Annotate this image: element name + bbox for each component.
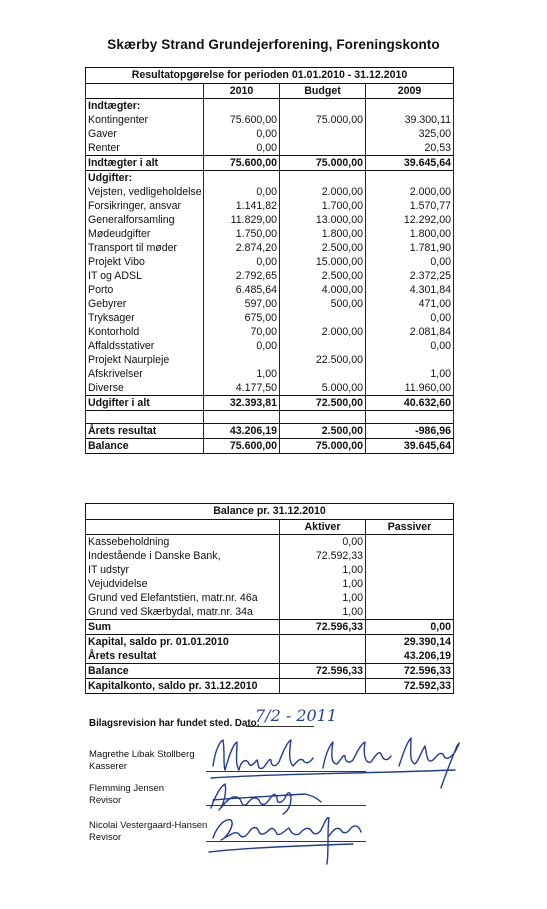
row-label: Balance: [86, 439, 204, 454]
row-label: Kapitalkonto, saldo pr. 31.12.2010: [86, 679, 280, 694]
cell-2010: 1,00: [204, 367, 280, 381]
signatory-auditor-2: [89, 820, 207, 844]
cell-2010: 675,00: [204, 311, 280, 325]
cell-2009: 39.645,64: [366, 156, 454, 171]
expense-row: [86, 213, 454, 227]
cell-budget: [280, 339, 366, 353]
row-label: Projekt Naurpleje: [86, 353, 204, 367]
cell-2009: 1.781,90: [366, 241, 454, 255]
empty-cell: [280, 411, 366, 424]
cell-2009: 40.632,60: [366, 396, 454, 411]
cell-2009: 0,00: [366, 255, 454, 269]
cell-2010: 2.792,65: [204, 269, 280, 283]
cell-2009: 12.292,00: [366, 213, 454, 227]
expense-row: [86, 227, 454, 241]
income-total-row: [86, 156, 454, 171]
cell-2010: 11.829,00: [204, 213, 280, 227]
cell-2010: 1.750,00: [204, 227, 280, 241]
expense-row: [86, 185, 454, 199]
row-label: Kontingenter: [86, 113, 204, 127]
cell-passiver: 29.390,14: [366, 635, 454, 650]
cell-2010: 75.600,00: [204, 156, 280, 171]
empty-cell: [366, 99, 454, 114]
expense-row: [86, 367, 454, 381]
signatory-name: Nicolai Vestergaard-Hansen: [89, 820, 208, 831]
row-label: IT og ADSL: [86, 269, 204, 283]
cell-2009: 1.570,77: [366, 199, 454, 213]
cell-2009: 471,00: [366, 297, 454, 311]
capital-account-row: [86, 679, 454, 694]
cell-budget: 500,00: [280, 297, 366, 311]
cell-2010: 6.485,64: [204, 283, 280, 297]
cell-aktiver: 72.596,33: [280, 620, 366, 635]
expense-row: [86, 339, 454, 353]
cell-budget: [280, 141, 366, 156]
cell-passiver: 72.596,33: [366, 664, 454, 679]
empty-cell: [280, 99, 366, 114]
row-label: Projekt Vibo: [86, 255, 204, 269]
signatory-name: Flemming Jensen: [89, 783, 164, 794]
table-title: Balance pr. 31.12.2010: [86, 504, 454, 520]
row-label: Generalforsamling: [86, 213, 204, 227]
asset-row: [86, 563, 454, 577]
income-statement-table: [85, 67, 454, 454]
cell-passiver: [366, 549, 454, 563]
row-label: Tryksager: [86, 311, 204, 325]
cell-budget: 75.000,00: [280, 156, 366, 171]
signatory-role: Revisor: [89, 795, 122, 806]
cell-budget: 4.000,00: [280, 283, 366, 297]
cell-2009: 2.000,00: [366, 185, 454, 199]
cell-2010: 1.141,82: [204, 199, 280, 213]
row-label: Gaver: [86, 127, 204, 141]
expense-total-row: [86, 396, 454, 411]
cell-2009: 1.800,00: [366, 227, 454, 241]
balance-row: [86, 439, 454, 454]
row-label: Transport til møder: [86, 241, 204, 255]
empty-cell: [204, 411, 280, 424]
expense-row: [86, 283, 454, 297]
cell-aktiver: 72.592,33: [280, 549, 366, 563]
income-row: [86, 127, 454, 141]
cell-2009: 2.081,84: [366, 325, 454, 339]
signatory-treasurer: [89, 749, 195, 773]
cell-2009: -986,96: [366, 424, 454, 439]
row-label: Grund ved Elefantstien, matr.nr. 46a: [86, 591, 280, 605]
cell-2010: 2.874,20: [204, 241, 280, 255]
cell-budget: 75.000,00: [280, 113, 366, 127]
cell-2010: 75.600,00: [204, 113, 280, 127]
audit-statement: Bilagsrevision har fundet sted. Dato:: [89, 718, 260, 729]
cell-aktiver: 1,00: [280, 591, 366, 605]
cell-2009: 11.960,00: [366, 381, 454, 396]
expense-row: [86, 241, 454, 255]
cell-budget: 2.500,00: [280, 241, 366, 255]
cell-budget: [280, 311, 366, 325]
sum-row: [86, 620, 454, 635]
asset-row: [86, 591, 454, 605]
capital-row: [86, 635, 454, 650]
signatory-role: Revisor: [89, 832, 122, 843]
cell-aktiver: [280, 679, 366, 694]
row-label: Indestående i Danske Bank,: [86, 549, 280, 563]
expense-row: [86, 269, 454, 283]
cell-passiver: [366, 563, 454, 577]
expense-row: [86, 255, 454, 269]
cell-2010: 0,00: [204, 127, 280, 141]
section-heading-expenses: [86, 171, 454, 186]
cell-2010: 43.206,19: [204, 424, 280, 439]
row-label: Indtægter i alt: [86, 156, 204, 171]
column-header-row: [86, 84, 454, 99]
expense-row: [86, 325, 454, 339]
empty-cell: [366, 171, 454, 186]
row-label: Porto: [86, 283, 204, 297]
empty-cell: [204, 99, 280, 114]
cell-aktiver: 0,00: [280, 535, 366, 550]
row-label: Årets resultat: [86, 649, 280, 664]
cell-2010: 75.600,00: [204, 439, 280, 454]
column-header-passiver: Passiver: [366, 520, 454, 535]
cell-2010: 32.393,81: [204, 396, 280, 411]
cell-budget: 2.000,00: [280, 325, 366, 339]
audit-date: 7/2 - 2011: [255, 706, 338, 725]
cell-2010: 0,00: [204, 141, 280, 156]
signature-auditor-2: [203, 808, 373, 868]
expense-row: [86, 353, 454, 367]
column-header-label: [86, 520, 280, 535]
asset-row: [86, 577, 454, 591]
expense-row: [86, 199, 454, 213]
income-row: [86, 113, 454, 127]
cell-aktiver: 72.596,33: [280, 664, 366, 679]
cell-passiver: [366, 591, 454, 605]
cell-2010: 0,00: [204, 255, 280, 269]
table-heading: [86, 68, 454, 84]
expense-row: [86, 381, 454, 396]
cell-2009: 39.645,64: [366, 439, 454, 454]
column-header-row: [86, 520, 454, 535]
cell-passiver: [366, 577, 454, 591]
column-header-budget: Budget: [280, 84, 366, 99]
cell-budget: 2.500,00: [280, 269, 366, 283]
year-result-row: [86, 424, 454, 439]
row-label: Kapital, saldo pr. 01.01.2010: [86, 635, 280, 650]
cell-2009: [366, 353, 454, 367]
year-result-row: [86, 649, 454, 664]
row-label: Affaldsstativer: [86, 339, 204, 353]
income-row: [86, 141, 454, 156]
cell-budget: 22.500,00: [280, 353, 366, 367]
row-label: Sum: [86, 620, 280, 635]
cell-2009: 4.301,84: [366, 283, 454, 297]
signatory-auditor-1: [89, 783, 164, 807]
cell-budget: 13.000,00: [280, 213, 366, 227]
cell-budget: 2.500,00: [280, 424, 366, 439]
signatory-name: Magrethe Libak Stollberg: [89, 749, 195, 760]
cell-2010: 0,00: [204, 339, 280, 353]
cell-2010: 597,00: [204, 297, 280, 311]
column-header-2010: 2010: [204, 84, 280, 99]
cell-aktiver: 1,00: [280, 563, 366, 577]
cell-budget: 1.700,00: [280, 199, 366, 213]
cell-passiver: 72.592,33: [366, 679, 454, 694]
cell-budget: 2.000,00: [280, 185, 366, 199]
row-label: Vejsten, vedligeholdelse: [86, 185, 204, 199]
cell-2009: 0,00: [366, 311, 454, 325]
section-heading-income: [86, 99, 454, 114]
column-header-2009: 2009: [366, 84, 454, 99]
cell-2009: 325,00: [366, 127, 454, 141]
document-title: Skærby Strand Grundejerforening, Foreningskonto: [107, 37, 440, 52]
row-label: Gebyrer: [86, 297, 204, 311]
row-label: Vejudvidelse: [86, 577, 280, 591]
balance-row: [86, 664, 454, 679]
table-title: Resultatopgørelse for perioden 01.01.2010 - 31.12.2010: [86, 68, 454, 84]
signatory-role: Kasserer: [89, 761, 128, 772]
row-label: Afskrivelser: [86, 367, 204, 381]
row-label: Mødeudgifter: [86, 227, 204, 241]
row-label: Diverse: [86, 381, 204, 396]
row-label: IT udstyr: [86, 563, 280, 577]
asset-row: [86, 605, 454, 620]
cell-2009: 2.372,25: [366, 269, 454, 283]
column-header-aktiver: Aktiver: [280, 520, 366, 535]
row-label: Forsikringer, ansvar: [86, 199, 204, 213]
cell-passiver: [366, 605, 454, 620]
empty-cell: [86, 411, 204, 424]
cell-budget: 72.500,00: [280, 396, 366, 411]
empty-cell: [280, 171, 366, 186]
row-label: Renter: [86, 141, 204, 156]
asset-row: [86, 549, 454, 563]
cell-2010: 0,00: [204, 185, 280, 199]
asset-row: [86, 535, 454, 550]
empty-cell: [204, 171, 280, 186]
table-heading: [86, 504, 454, 520]
cell-budget: [280, 367, 366, 381]
cell-aktiver: 1,00: [280, 577, 366, 591]
row-label: Kassebeholdning: [86, 535, 280, 550]
date-line: [246, 726, 314, 727]
cell-budget: 75.000,00: [280, 439, 366, 454]
cell-2010: 70,00: [204, 325, 280, 339]
column-header-label: [86, 84, 204, 99]
balance-sheet-table: [85, 503, 454, 694]
cell-budget: 15.000,00: [280, 255, 366, 269]
cell-2009: 0,00: [366, 339, 454, 353]
spacer-row: [86, 411, 454, 424]
row-label: Årets resultat: [86, 424, 204, 439]
row-label: Balance: [86, 664, 280, 679]
expense-row: [86, 311, 454, 325]
section-heading: Udgifter:: [86, 171, 204, 186]
cell-budget: 1.800,00: [280, 227, 366, 241]
cell-passiver: [366, 535, 454, 550]
row-label: Grund ved Skærbydal, matr.nr. 34a: [86, 605, 280, 620]
section-heading: Indtægter:: [86, 99, 204, 114]
cell-2009: 1,00: [366, 367, 454, 381]
cell-aktiver: [280, 635, 366, 650]
cell-passiver: 43.206,19: [366, 649, 454, 664]
row-label: Kontorhold: [86, 325, 204, 339]
cell-2009: 20,53: [366, 141, 454, 156]
cell-aktiver: [280, 649, 366, 664]
cell-passiver: 0,00: [366, 620, 454, 635]
cell-2010: 4.177,50: [204, 381, 280, 396]
cell-2010: [204, 353, 280, 367]
cell-2009: 39.300,11: [366, 113, 454, 127]
cell-budget: [280, 127, 366, 141]
empty-cell: [366, 411, 454, 424]
row-label: Udgifter i alt: [86, 396, 204, 411]
expense-row: [86, 297, 454, 311]
cell-aktiver: 1,00: [280, 605, 366, 620]
cell-budget: 5.000,00: [280, 381, 366, 396]
